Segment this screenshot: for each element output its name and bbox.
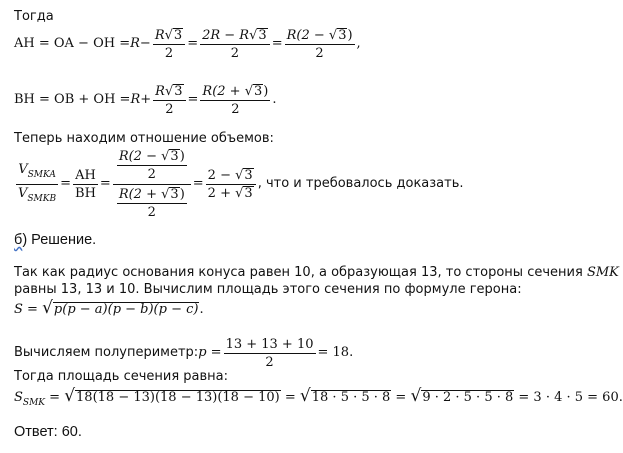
ah-frac-3: $\frac{R(2 - √3)}{2}$: [286, 27, 353, 61]
frac-num: R(2 −: [118, 148, 162, 164]
ratio-final: $\frac{2 - √3}{2 + √3}$: [206, 168, 256, 201]
frac-r: R: [155, 83, 165, 99]
frac-r: R: [154, 27, 165, 43]
semi-label: Вычисляем полупериметр:: [14, 345, 199, 360]
ah-frac-1: $\frac{R√3}{2}$: [153, 28, 185, 61]
frac-num: R(2 −: [286, 27, 329, 43]
sqrt-3: 3: [174, 83, 183, 99]
bh-frac-1: $\frac{R√3}{2}$: [153, 84, 185, 117]
heron-dot: .: [199, 302, 204, 317]
ratio-eq-1: =: [60, 176, 72, 191]
ratio-ah-bh: [73, 168, 98, 201]
formula-heron: S = √p(p − a)(p − b)(p − c).: [14, 298, 204, 318]
formula-ratio: [14, 146, 464, 222]
frac-den: 2: [147, 204, 156, 220]
sqrt-3: 3: [258, 27, 267, 43]
complex-den: $\frac{R(2 + √3)}{2}$: [118, 186, 185, 220]
togda-label: Тогда: [14, 9, 54, 24]
frac-num: R(2 +: [118, 186, 162, 202]
heron-lhs: S =: [14, 302, 43, 317]
frac-num: 2R − R: [202, 27, 250, 43]
ah-eq-2: =: [271, 36, 283, 51]
part-b-rest: ) Решение.: [22, 232, 97, 248]
bh-plus: +: [140, 92, 152, 107]
text-cone-line1: [14, 265, 619, 281]
bh-frac-2: $\frac{R(2 + √3)}{2}$: [202, 83, 269, 117]
frac-den: 2: [165, 101, 174, 117]
cone-line1: Так как радиус основания конуса равен 10, а образующая 13, то стороны сечения: [14, 265, 587, 280]
bh-lhs: BH = OB + OH =: [14, 92, 131, 107]
cone-smk: SMK: [586, 265, 619, 280]
area-rad2: 18 · 5 · 5 · 8: [311, 390, 391, 405]
frac-close: ): [263, 83, 269, 99]
formula-bh: [14, 80, 277, 120]
text-ratio-intro: [14, 131, 274, 147]
area-eq-1: =: [45, 390, 65, 405]
area-tail: = 3 · 4 · 5 = 60.: [514, 390, 623, 405]
text-togda: [14, 9, 54, 25]
formula-semiperimeter: [14, 335, 353, 371]
heron-radicand: p(p − a)(p − b)(p − c): [53, 302, 199, 317]
semi-num: 13 + 13 + 10: [225, 336, 314, 352]
frac-den: 2: [315, 45, 324, 61]
sqrt-3: 3: [338, 27, 347, 43]
area-eq-2: =: [280, 390, 300, 405]
frac-den: 2: [231, 101, 240, 117]
ah-lhs: AH = OA − OH =: [14, 36, 131, 51]
v-letter: V: [18, 161, 28, 177]
bh-dot: .: [272, 92, 277, 107]
formula-ah: [14, 24, 361, 64]
sqrt-3: 3: [173, 27, 183, 43]
part-b-letter: б: [14, 232, 23, 248]
area-s: S: [14, 390, 23, 405]
semi-frac: [224, 337, 316, 370]
formula-area: $S_{SMK} = √18(18 - 13)(18 - 13)(18 - 10) = √18 \cdot 5 \cdot 5 \cdot 8 = √9 \cdot 2 \cdot 5 \cdot 5 \cdot 8 = 3 \cdot 4 \cdot 5 = 60$.: [14, 386, 623, 408]
text-cone-line2: [14, 282, 522, 298]
frac-den: 2: [164, 45, 174, 61]
bh-eq: =: [187, 92, 199, 107]
area-eq-3: =: [391, 390, 411, 405]
ratio-complex-frac: [113, 149, 191, 220]
ah-comma: ,: [356, 36, 361, 51]
area-rad1: 18(18 − 13)(18 − 13)(18 − 10): [76, 390, 280, 405]
complex-num: $\frac{R(2 - √3)}{2}$: [118, 148, 185, 182]
frac-den: 2: [230, 45, 240, 61]
text-area-label: [14, 369, 228, 385]
ratio-tail: , что и требовалось доказать.: [257, 176, 464, 191]
ratio-eq-3: =: [192, 176, 204, 191]
final-den: 2 +: [207, 185, 236, 201]
v-sub-smka: SMKA: [27, 169, 56, 180]
ah-r: R: [130, 36, 140, 51]
semi-result: = 18.: [317, 345, 354, 360]
frac-close: ): [347, 27, 353, 43]
semi-p: p =: [198, 345, 222, 360]
text-answer: [14, 424, 82, 440]
area-sub: SMK: [22, 398, 46, 408]
ratio-eq-2: =: [99, 176, 111, 191]
area-label: Тогда площадь сечения равна:: [14, 369, 229, 384]
final-num: 2 −: [207, 167, 236, 183]
semi-den: 2: [265, 354, 274, 370]
ratio-intro: Теперь находим отношение объемов:: [14, 131, 274, 146]
v-letter: V: [18, 185, 28, 201]
ratio-v-frac: [16, 162, 58, 207]
v-sub-smkb: SMKB: [27, 193, 57, 204]
heading-part-b: [14, 232, 96, 248]
frac-close: ): [179, 148, 185, 164]
bh-r: R: [130, 92, 141, 107]
ah-frac-2: $\frac{2R - R√3}{2}$: [200, 28, 270, 61]
area-rad3: 9 · 2 · 5 · 5 · 8: [422, 390, 514, 405]
sqrt-3: 3: [244, 185, 253, 201]
frac-num: R(2 +: [202, 83, 245, 99]
sqrt-3: 3: [170, 148, 179, 164]
sqrt-3: 3: [244, 167, 253, 183]
ratio-ah: AH: [75, 167, 96, 183]
sqrt-3: 3: [170, 186, 179, 202]
frac-den: 2: [147, 166, 156, 182]
ratio-bh: BH: [75, 185, 96, 201]
answer: Ответ: 60.: [14, 424, 82, 440]
frac-close: ): [179, 186, 185, 202]
cone-line2: равны 13, 13 и 10. Вычислим площадь этого сечения по формуле герона:: [14, 282, 522, 297]
ah-minus: −: [139, 36, 151, 51]
ah-eq-1: =: [187, 36, 199, 51]
sqrt-3: 3: [254, 83, 263, 99]
